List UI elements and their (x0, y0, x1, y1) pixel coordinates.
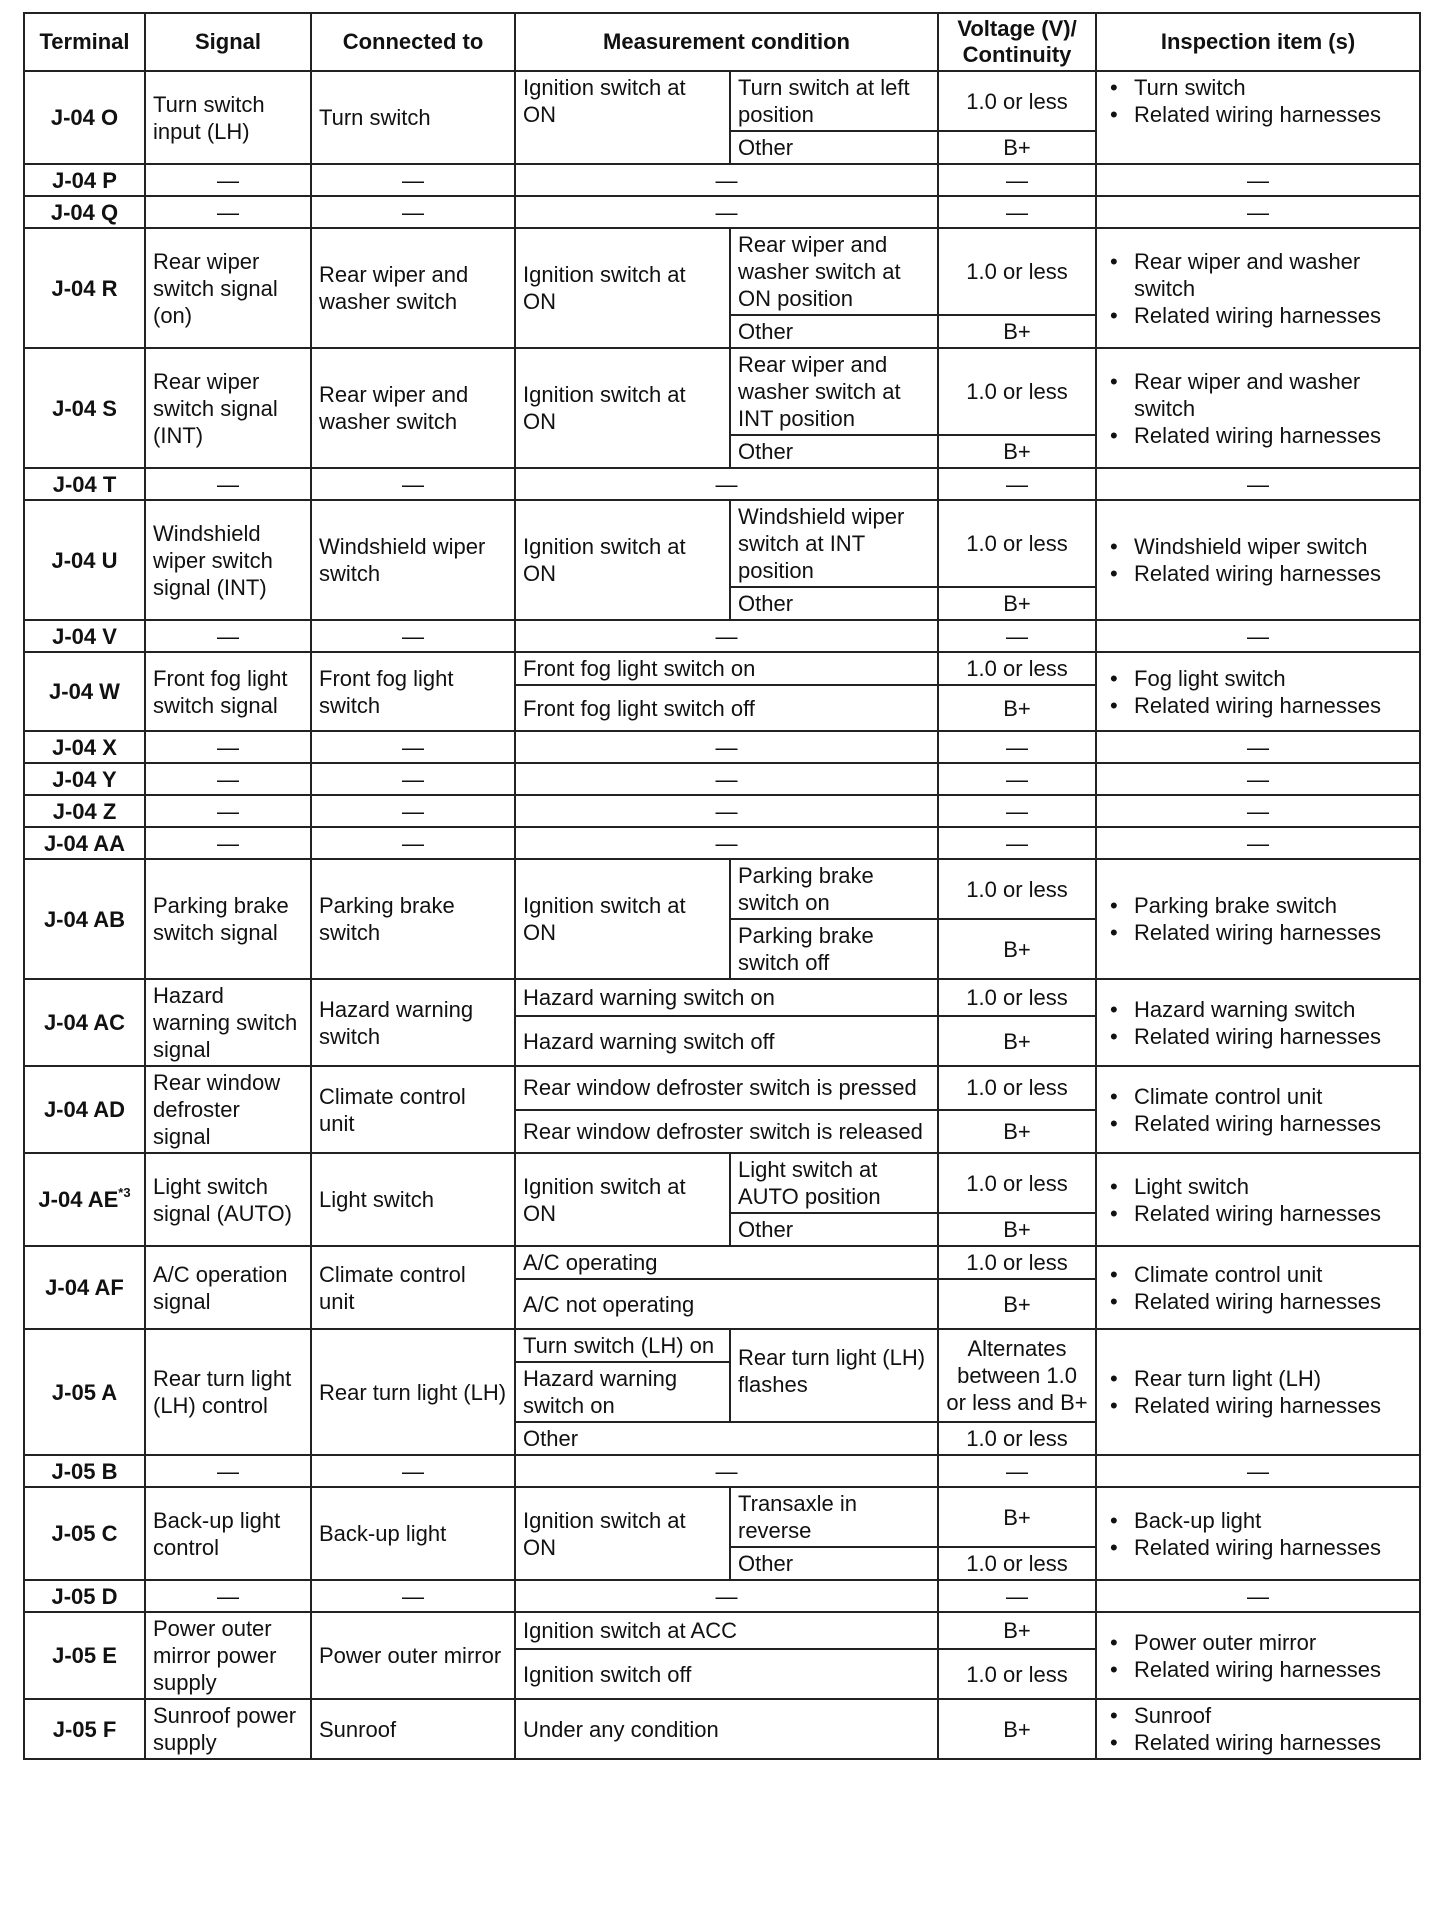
connected-cell: Front fog light switch (311, 652, 515, 731)
voltage-cell: 1.0 or less (938, 228, 1096, 315)
empty-cell: — (1096, 731, 1420, 763)
empty-cell: — (1096, 196, 1420, 228)
terminal-label: J-04 AE (38, 1187, 119, 1212)
table-row (24, 228, 1420, 315)
inspection-cell (1096, 1153, 1420, 1246)
empty-cell: — (311, 196, 515, 228)
table-row (24, 620, 1420, 652)
inspection-item: • Windshield wiper switch (1134, 533, 1412, 560)
signal-cell: Hazard warning switch signal (145, 979, 311, 1066)
empty-cell: — (938, 620, 1096, 652)
empty-cell: — (938, 196, 1096, 228)
empty-cell: — (1096, 795, 1420, 827)
terminal-cell: J-04 Y (24, 763, 145, 795)
terminal-cell: J-05 A (24, 1329, 145, 1455)
terminal-cell: J-04 Q (24, 196, 145, 228)
empty-cell: — (145, 1580, 311, 1612)
terminal-cell: J-05 E (24, 1612, 145, 1699)
table-row (24, 1487, 1420, 1547)
terminal-cell: J-04 W (24, 652, 145, 731)
connected-cell: Climate control unit (311, 1066, 515, 1153)
signal-cell: Rear wiper switch signal (on) (145, 228, 311, 348)
signal-cell: Front fog light switch signal (145, 652, 311, 731)
table-row (24, 979, 1420, 1016)
terminal-cell: J-04 AA (24, 827, 145, 859)
terminal-cell: J-04 X (24, 731, 145, 763)
condition-cell: Hazard warning switch on (515, 1362, 730, 1422)
empty-cell: — (311, 1580, 515, 1612)
condition-cell: A/C not operating (515, 1279, 938, 1329)
voltage-cell: 1.0 or less (938, 1649, 1096, 1699)
voltage-cell: B+ (938, 685, 1096, 731)
voltage-cell: B+ (938, 1487, 1096, 1547)
empty-cell: — (938, 731, 1096, 763)
table-row (24, 468, 1420, 500)
condition-cell: Ignition switch at ON (515, 500, 730, 620)
terminal-cell: J-04 P (24, 164, 145, 196)
terminal-cell: J-04 V (24, 620, 145, 652)
empty-cell: — (311, 164, 515, 196)
voltage-cell: B+ (938, 131, 1096, 164)
inspection-item: • Hazard warning switch (1134, 996, 1412, 1023)
condition-cell: Hazard warning switch off (515, 1016, 938, 1066)
empty-cell: — (1096, 468, 1420, 500)
terminal-cell: J-04 AC (24, 979, 145, 1066)
empty-cell: — (145, 795, 311, 827)
inspection-cell (1096, 500, 1420, 620)
terminal-cell: J-05 D (24, 1580, 145, 1612)
header-voltage: Voltage (V)/ Continuity (938, 13, 1096, 71)
inspection-cell (1096, 1066, 1420, 1153)
inspection-item: • Related wiring harnesses (1134, 101, 1412, 128)
empty-cell: — (145, 196, 311, 228)
table-row (24, 1455, 1420, 1487)
table-row (24, 731, 1420, 763)
inspection-item: • Related wiring harnesses (1134, 1200, 1412, 1227)
inspection-cell (1096, 1699, 1420, 1759)
condition-sub-cell: Other (730, 315, 938, 348)
voltage-cell: B+ (938, 1110, 1096, 1154)
connected-cell: Back-up light (311, 1487, 515, 1580)
header-row (24, 13, 1420, 71)
voltage-cell: 1.0 or less (938, 1547, 1096, 1580)
empty-cell: — (1096, 1580, 1420, 1612)
inspection-cell (1096, 348, 1420, 468)
inspection-item: • Climate control unit (1134, 1261, 1412, 1288)
header-signal: Signal (145, 13, 311, 71)
table-row (24, 1580, 1420, 1612)
inspection-item: • Related wiring harnesses (1134, 1392, 1412, 1419)
condition-cell: Ignition switch at ON (515, 348, 730, 468)
voltage-cell: 1.0 or less (938, 1246, 1096, 1279)
connected-cell: Rear turn light (LH) (311, 1329, 515, 1455)
terminal-cell: J-04 AB (24, 859, 145, 979)
empty-cell: — (515, 196, 938, 228)
condition-cell: Front fog light switch off (515, 685, 938, 731)
inspection-item: • Related wiring harnesses (1134, 1534, 1412, 1561)
empty-cell: — (145, 468, 311, 500)
signal-cell: Turn switch input (LH) (145, 71, 311, 164)
inspection-item: • Sunroof (1134, 1702, 1412, 1729)
header-inspection: Inspection item (s) (1096, 13, 1420, 71)
empty-cell: — (311, 620, 515, 652)
empty-cell: — (515, 620, 938, 652)
voltage-cell: 1.0 or less (938, 348, 1096, 435)
condition-cell: Ignition switch at ON (515, 859, 730, 979)
voltage-cell: 1.0 or less (938, 1422, 1096, 1455)
inspection-cell (1096, 859, 1420, 979)
empty-cell: — (938, 763, 1096, 795)
condition-cell: Ignition switch at ACC (515, 1612, 938, 1649)
condition-sub-cell: Parking brake switch off (730, 919, 938, 979)
inspection-item: • Related wiring harnesses (1134, 422, 1412, 449)
empty-cell: — (515, 164, 938, 196)
connected-cell: Hazard warning switch (311, 979, 515, 1066)
inspection-item: • Related wiring harnesses (1134, 1288, 1412, 1315)
empty-cell: — (515, 763, 938, 795)
condition-sub-cell: Other (730, 587, 938, 620)
condition-cell: Other (515, 1422, 938, 1455)
empty-cell: — (1096, 827, 1420, 859)
inspection-item: • Power outer mirror (1134, 1629, 1412, 1656)
empty-cell: — (1096, 1455, 1420, 1487)
voltage-cell: B+ (938, 1016, 1096, 1066)
terminal-cell: J-04 Z (24, 795, 145, 827)
table-row (24, 1329, 1420, 1362)
signal-cell: Back-up light control (145, 1487, 311, 1580)
signal-cell: Windshield wiper switch signal (INT) (145, 500, 311, 620)
signal-cell: Rear turn light (LH) control (145, 1329, 311, 1455)
empty-cell: — (515, 468, 938, 500)
inspection-table (23, 12, 1421, 1760)
terminal-cell: J-04 U (24, 500, 145, 620)
empty-cell: — (145, 620, 311, 652)
inspection-cell (1096, 1612, 1420, 1699)
inspection-item: • Related wiring harnesses (1134, 1110, 1412, 1137)
table-row (24, 71, 1420, 131)
empty-cell: — (515, 731, 938, 763)
inspection-cell (1096, 1329, 1420, 1455)
table-row (24, 164, 1420, 196)
table-row (24, 859, 1420, 919)
voltage-cell: 1.0 or less (938, 71, 1096, 131)
inspection-item: • Fog light switch (1134, 665, 1412, 692)
terminal-cell: J-05 F (24, 1699, 145, 1759)
inspection-item: • Related wiring harnesses (1134, 1729, 1412, 1756)
inspection-cell (1096, 1487, 1420, 1580)
condition-sub-cell: Transaxle in reverse (730, 1487, 938, 1547)
connected-cell: Parking brake switch (311, 859, 515, 979)
inspection-item: • Turn switch (1134, 74, 1412, 101)
voltage-cell: 1.0 or less (938, 500, 1096, 587)
header-connected: Connected to (311, 13, 515, 71)
inspection-item: • Related wiring harnesses (1134, 692, 1412, 719)
condition-cell: Ignition switch at ON (515, 1153, 730, 1246)
empty-cell: — (311, 468, 515, 500)
connected-cell: Light switch (311, 1153, 515, 1246)
condition-cell: Rear window defroster switch is released (515, 1110, 938, 1154)
inspection-cell (1096, 71, 1420, 164)
empty-cell: — (938, 795, 1096, 827)
voltage-cell: B+ (938, 435, 1096, 468)
inspection-item: • Rear wiper and washer switch (1134, 248, 1412, 302)
inspection-item: • Rear wiper and washer switch (1134, 368, 1412, 422)
condition-cell: Front fog light switch on (515, 652, 938, 685)
condition-sub-cell: Parking brake switch on (730, 859, 938, 919)
condition-sub-cell: Other (730, 1213, 938, 1246)
signal-cell: Rear window defroster signal (145, 1066, 311, 1153)
connected-cell: Sunroof (311, 1699, 515, 1759)
terminal-cell: J-05 B (24, 1455, 145, 1487)
empty-cell: — (515, 1455, 938, 1487)
inspection-cell (1096, 228, 1420, 348)
connected-cell: Windshield wiper switch (311, 500, 515, 620)
terminal-cell: J-04 T (24, 468, 145, 500)
inspection-item: • Climate control unit (1134, 1083, 1412, 1110)
condition-sub-cell: Light switch at AUTO position (730, 1153, 938, 1213)
empty-cell: — (311, 795, 515, 827)
connected-cell: Climate control unit (311, 1246, 515, 1329)
terminal-cell: J-04 AF (24, 1246, 145, 1329)
signal-cell: Sunroof power supply (145, 1699, 311, 1759)
condition-sub-cell: Windshield wiper switch at INT position (730, 500, 938, 587)
table-row (24, 1153, 1420, 1213)
voltage-cell: 1.0 or less (938, 1066, 1096, 1110)
table-row (24, 652, 1420, 685)
voltage-cell: 1.0 or less (938, 652, 1096, 685)
signal-cell: Light switch signal (AUTO) (145, 1153, 311, 1246)
inspection-cell (1096, 652, 1420, 731)
empty-cell: — (145, 827, 311, 859)
condition-cell: Ignition switch off (515, 1649, 938, 1699)
voltage-cell: B+ (938, 315, 1096, 348)
terminal-cell: J-05 C (24, 1487, 145, 1580)
condition-sub-cell: Rear turn light (LH) flashes (730, 1329, 938, 1422)
terminal-cell: J-04 AD (24, 1066, 145, 1153)
empty-cell: — (938, 827, 1096, 859)
voltage-cell: B+ (938, 1213, 1096, 1246)
condition-cell: Turn switch (LH) on (515, 1329, 730, 1362)
terminal-cell: J-04 R (24, 228, 145, 348)
table-row (24, 763, 1420, 795)
signal-cell: Parking brake switch signal (145, 859, 311, 979)
condition-cell: Under any condition (515, 1699, 938, 1759)
inspection-item: • Related wiring harnesses (1134, 1656, 1412, 1683)
inspection-item: • Rear turn light (LH) (1134, 1365, 1412, 1392)
signal-cell: Rear wiper switch signal (INT) (145, 348, 311, 468)
voltage-cell: B+ (938, 919, 1096, 979)
voltage-cell: Alternates between 1.0 or less and B+ (938, 1329, 1096, 1422)
empty-cell: — (515, 827, 938, 859)
terminal-cell (24, 1153, 145, 1246)
voltage-cell: B+ (938, 1279, 1096, 1329)
condition-sub-cell: Turn switch at left position (730, 71, 938, 131)
signal-cell: A/C operation signal (145, 1246, 311, 1329)
condition-sub-cell: Other (730, 435, 938, 468)
table-row (24, 196, 1420, 228)
inspection-cell (1096, 1246, 1420, 1329)
voltage-cell: B+ (938, 1699, 1096, 1759)
condition-cell: Rear window defroster switch is pressed (515, 1066, 938, 1110)
table-row (24, 795, 1420, 827)
header-terminal: Terminal (24, 13, 145, 71)
voltage-cell: B+ (938, 587, 1096, 620)
condition-sub-cell: Other (730, 1547, 938, 1580)
empty-cell: — (145, 164, 311, 196)
voltage-cell: 1.0 or less (938, 979, 1096, 1016)
inspection-item: • Back-up light (1134, 1507, 1412, 1534)
inspection-item: • Related wiring harnesses (1134, 1023, 1412, 1050)
condition-cell: Ignition switch at ON (515, 1487, 730, 1580)
empty-cell: — (938, 1455, 1096, 1487)
inspection-item: • Related wiring harnesses (1134, 560, 1412, 587)
condition-sub-cell: Rear wiper and washer switch at ON position (730, 228, 938, 315)
table-row (24, 1246, 1420, 1279)
empty-cell: — (515, 795, 938, 827)
condition-cell: Ignition switch at ON (515, 228, 730, 348)
condition-cell: A/C operating (515, 1246, 938, 1279)
table-row (24, 348, 1420, 435)
inspection-cell (1096, 979, 1420, 1066)
terminal-cell: J-04 O (24, 71, 145, 164)
inspection-item: • Parking brake switch (1134, 892, 1412, 919)
empty-cell: — (1096, 763, 1420, 795)
connected-cell: Rear wiper and washer switch (311, 228, 515, 348)
header-measurement: Measurement condition (515, 13, 938, 71)
empty-cell: — (938, 1580, 1096, 1612)
empty-cell: — (311, 731, 515, 763)
condition-sub-cell: Rear wiper and washer switch at INT position (730, 348, 938, 435)
empty-cell: — (515, 1580, 938, 1612)
empty-cell: — (938, 164, 1096, 196)
condition-sub-cell: Other (730, 131, 938, 164)
empty-cell: — (145, 763, 311, 795)
condition-cell: Hazard warning switch on (515, 979, 938, 1016)
inspection-item: • Light switch (1134, 1173, 1412, 1200)
empty-cell: — (938, 468, 1096, 500)
empty-cell: — (311, 763, 515, 795)
empty-cell: — (1096, 164, 1420, 196)
condition-cell: Ignition switch at ON (515, 71, 730, 164)
connected-cell: Rear wiper and washer switch (311, 348, 515, 468)
signal-cell: Power outer mirror power supply (145, 1612, 311, 1699)
empty-cell: — (145, 1455, 311, 1487)
voltage-cell: 1.0 or less (938, 859, 1096, 919)
voltage-cell: B+ (938, 1612, 1096, 1649)
footnote-mark: *3 (118, 1185, 131, 1200)
table-row (24, 1612, 1420, 1649)
table-row (24, 500, 1420, 587)
table-row (24, 827, 1420, 859)
terminal-cell: J-04 S (24, 348, 145, 468)
connected-cell: Turn switch (311, 71, 515, 164)
inspection-item: • Related wiring harnesses (1134, 302, 1412, 329)
voltage-cell: 1.0 or less (938, 1153, 1096, 1213)
table-row (24, 1066, 1420, 1110)
table-row (24, 1699, 1420, 1759)
empty-cell: — (145, 731, 311, 763)
inspection-item: • Related wiring harnesses (1134, 919, 1412, 946)
empty-cell: — (311, 827, 515, 859)
empty-cell: — (311, 1455, 515, 1487)
connected-cell: Power outer mirror (311, 1612, 515, 1699)
empty-cell: — (1096, 620, 1420, 652)
